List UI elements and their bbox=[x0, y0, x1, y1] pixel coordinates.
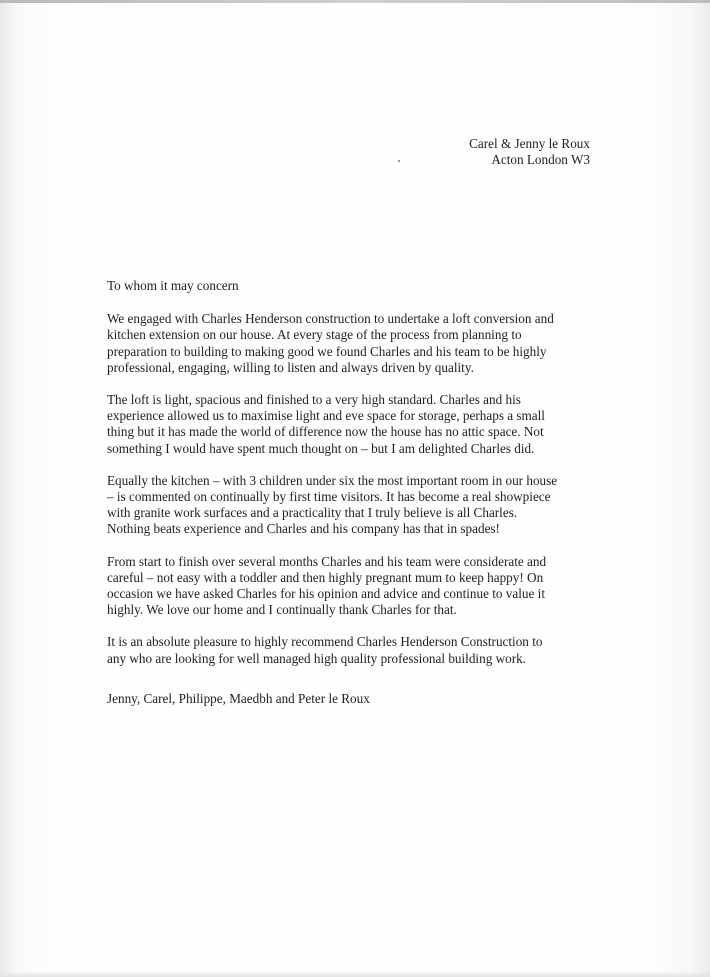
paragraph-team bbox=[107, 554, 592, 619]
paragraph-line: thing but it has made the world of difference now the house has no attic space. Not bbox=[107, 424, 544, 440]
salutation: To whom it may concern bbox=[107, 278, 239, 293]
paragraph-loft bbox=[107, 392, 592, 457]
paragraph-line: with granite work surfaces and a practicality that I truly believe is all Charles. bbox=[107, 505, 518, 521]
paragraph-line: From start to finish over several months Charles and his team were considerate and bbox=[107, 553, 547, 569]
paragraph-line: highly. We love our home and I continually thank Charles for that. bbox=[107, 602, 457, 618]
address-line-location: Acton London W3 bbox=[491, 152, 590, 168]
sender-address bbox=[440, 136, 590, 168]
paragraph-line: – is commented on continually by first time visitors. It has become a real showpiece bbox=[107, 489, 551, 505]
scan-speck bbox=[398, 160, 400, 162]
scan-bottom-edge bbox=[0, 971, 710, 977]
paragraph-line: We engaged with Charles Henderson construction to undertake a loft conversion and bbox=[107, 311, 554, 327]
paragraph-kitchen bbox=[107, 473, 592, 538]
paragraph-line: something I would have spent much thought on – but I am delighted Charles did. bbox=[107, 440, 535, 456]
scan-top-edge bbox=[0, 0, 710, 3]
paragraph-engagement bbox=[107, 311, 592, 376]
paragraph-line: experience allowed us to maximise light and eve space for storage, perhaps a small bbox=[107, 408, 545, 424]
paragraph-line: kitchen extension on our house. At every stage of the process from planning to bbox=[107, 327, 522, 343]
paragraph-line: careful – not easy with a toddler and then highly pregnant mum to keep happy! On bbox=[107, 569, 544, 585]
signature-names: Jenny, Carel, Philippe, Maedbh and Peter le Roux bbox=[107, 690, 370, 706]
letter-body bbox=[107, 278, 592, 707]
paragraph-line: Nothing beats experience and Charles and his company has that in spades! bbox=[107, 521, 500, 537]
paragraph-recommendation bbox=[107, 634, 592, 666]
paragraph-line: occasion we have asked Charles for his opinion and advice and continue to value it bbox=[107, 586, 545, 602]
paragraph-line: The loft is light, spacious and finished to a very high standard. Charles and his bbox=[107, 392, 521, 408]
paragraph-line: It is an absolute pleasure to highly recommend Charles Henderson Construction to bbox=[107, 634, 543, 650]
address-line-names: Carel & Jenny le Roux bbox=[469, 136, 590, 151]
paragraph-line: professional, engaging, willing to listen and always driven by quality. bbox=[107, 359, 474, 375]
paragraph-line: Equally the kitchen – with 3 children under six the most important room in our house bbox=[107, 472, 558, 488]
paragraph-line: any who are looking for well managed high quality professional building work. bbox=[107, 650, 526, 666]
paragraph-line: preparation to building to making good we found Charles and his team to be highly bbox=[107, 343, 547, 359]
